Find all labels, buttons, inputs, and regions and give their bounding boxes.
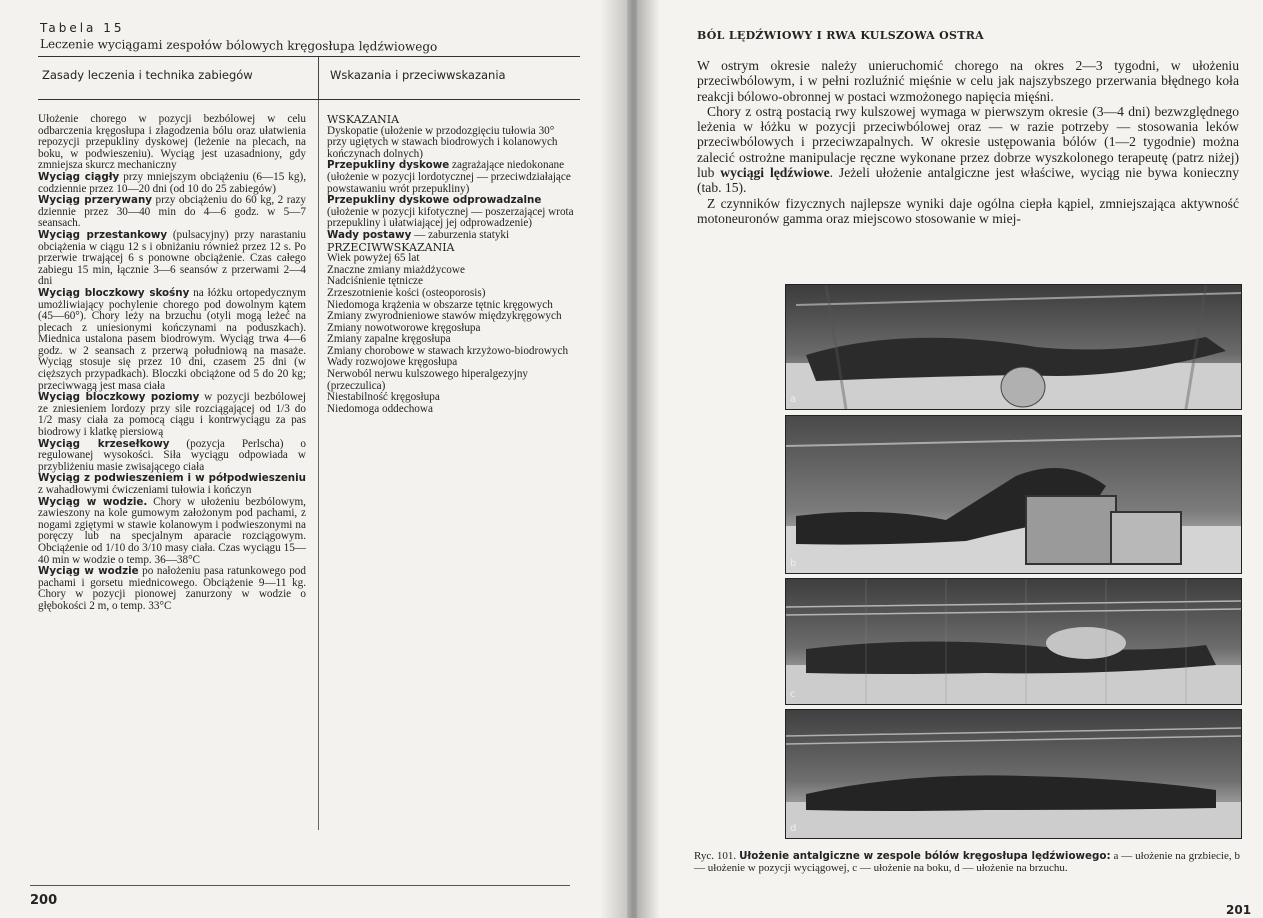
caption-prefix: Ryc. 101.: [694, 850, 740, 862]
technique-item-lead: Wyciąg bloczkowy poziomy: [38, 391, 200, 404]
left-page: [0, 0, 627, 918]
contraindication-item: Nadciśnienie tętnicze: [327, 275, 423, 288]
contraindications-heading: PRZECIWWSKAZANIA: [327, 240, 455, 254]
photo-b: [785, 415, 1242, 574]
technique-item-lead: Wyciąg w wodzie.: [38, 495, 148, 508]
contraindication-item: Zmiany chorobowe w stawach krzyżowo-biodrowych: [327, 344, 569, 357]
indication-item-lead: Przepukliny dyskowe: [327, 159, 450, 172]
contraindication-item: Wiek powyżej 65 lat: [327, 252, 420, 265]
photo-a-label: a: [790, 394, 797, 405]
technique-item-text: z wahadłowymi ćwiczeniami tułowia i kończyn: [38, 484, 252, 496]
technique-item-text: Chory w ułożeniu bezbólowym, zawieszony na kole gumowym założonym pod pachami, z nogami zgiętymi w stawie kolanowym i podwieszonymi na poręczy lub na specjalnym aparacie rozciągowym. Obciążenie od 1/10 do 3/10 masy ciała. Czas wyciągu 15—40 min w wodzie o temp. 36—38°C: [38, 495, 306, 566]
technique-item: [38, 288, 306, 392]
body-text: [697, 58, 1239, 226]
caption-rest: a — ułożenie na grzbiecie, b — ułożenie w pozycji wyciągowej, c — ułożenie na boku, d — ułożenie na brzuchu.: [694, 850, 1241, 874]
indication-item-text: zagrażające niedokonane (ułożenie w pozycji lordotycznej — przeciwdziałające powstawaniu wrót przepukliny): [327, 159, 571, 195]
indication-item: [327, 230, 575, 242]
indications-list: [327, 126, 575, 242]
photo-d-image: [786, 710, 1241, 838]
technique-item: [38, 195, 306, 230]
photo-d-label: d: [790, 823, 797, 834]
contraindication-item: Zmiany zapalne kręgosłupa: [327, 333, 451, 346]
paragraph-2-bold: wyciągi lędźwiowe: [720, 165, 830, 181]
contraindications-list: [327, 253, 575, 415]
indication-item: [327, 126, 575, 161]
footer-rule: [30, 885, 570, 886]
technique-item-text: po nałożeniu pasa ratunkowego pod pachami i gorsetu miednicowego. Obciążenie 9—11 kg. Chory w pozycji pionowej zanurzony w wodzie o głębokości 2 m, o temp. 33°C: [38, 565, 306, 612]
technique-item: [38, 566, 306, 612]
table-title: Leczenie wyciągami zespołów bólowych kręgosłupa lędźwiowego: [39, 37, 438, 54]
right-page: [637, 0, 1263, 918]
contraindication-item: Nerwoból nerwu kulszowego hiperalgezyjny (przeczulica): [327, 368, 529, 392]
indication-item-text: (ułożenie w pozycji kifotycznej — poszerzającej wrota przepukliny i ułatwiającej jej odprowadzenie): [327, 205, 574, 230]
indication-item-text: — zaburzenia statyki: [411, 228, 510, 241]
contraindication-item: Niedomoga oddechowa: [327, 402, 433, 415]
indication-item: [327, 195, 575, 230]
technique-item-text: Ułożenie chorego w pozycji bezbólowej w celu odbarczenia kręgosłupa i złagodzenia bólu oraz ułatwienia repozycji przepukliny dyskowej (leżenie na plecach, na boku, w podwieszeniu). Wyciąg jest uzasadniony, gdy zmniejsza skurcz mechaniczny: [38, 113, 306, 172]
indications-column: [327, 114, 575, 415]
paragraph-2-text: Chory z ostrą postacią rwy kulszowej wymaga w pierwszym okresie (3—4 dni) bezwzględnego leżenia w łóżku w pozycji przeciwbólowej oraz — w razie potrzeby — stosowania leków przeciwbólowych i przeciwzapalnych. W okresie ustępowania bólów (1—2 tygodnie) można zalecić ostrożne manipulacje ręczne wykonane przez dobrze wyszkolonego terapeutę (patrz niżej) lub: [697, 103, 1239, 181]
contraindication-item: Niedomoga krążenia w obszarze tętnic kręgowych: [327, 298, 553, 311]
technique-item-lead: Wyciąg bloczkowy skośny: [38, 286, 190, 299]
figure-caption: [694, 851, 1240, 874]
technique-item-text: przy mniejszym obciążeniu (6—15 kg), codziennie przez 10—20 dni (od 10 do 25 zabiegów): [38, 170, 306, 195]
indication-item-text: Dyskopatie (ułożenie w przodozgięciu tułowia 30° przy ugiętych w stawach biodrowych i kolanowych kończynach dolnych): [327, 124, 558, 160]
book-gutter: [600, 0, 660, 918]
indication-item-lead: Wady postawy: [327, 228, 412, 241]
technique-item: [38, 230, 306, 288]
technique-item: [38, 172, 306, 195]
technique-item-text: na łóżku ortopedycznym umożliwiający pochylenie chorego pod dowolnym kątem (45—60°). Chory leży na brzuchu (otyli mogą leżeć na plecach z uniesionymi kończynami na poduszkach). Miednica ustalona pasem biodrowym. Wyciąg trwa 4—6 godz. w 2 seansach z przerwą południową na masaże. Wyciąg stosuje się przez 10 dni, czasem 25 dni (w cięższych przypadkach). Bloczki obciążone od 5 do 20 kg; przeciwwagą jest masa ciała: [38, 286, 306, 392]
caption-bold: Ułożenie antalgiczne w zespole bólów kręgosłupa lędźwiowego:: [739, 850, 1111, 862]
header-bottom-rule: [38, 99, 580, 100]
technique-item-lead: Wyciąg krzesełkowy: [38, 437, 170, 450]
technique-item-lead: Wyciąg przestankowy: [38, 228, 168, 241]
techniques-column: [38, 114, 306, 613]
indications-heading: WSKAZANIA: [327, 113, 400, 126]
technique-item-text: w pozycji bezbólowej ze zniesieniem lordozy przy sile rozciągającej od 1/3 do 1/2 masy ciała za pomocą ciągu i kontrwyciągu za pas biodrowy i klatkę piersiową: [38, 391, 307, 439]
photo-b-label: b: [790, 558, 797, 569]
technique-item-lead: Wyciąg z podwieszeniem i w półpodwieszeniu: [38, 472, 306, 485]
paragraph-1: W ostrym okresie należy unieruchomić chorego na okres 2—3 tygodni, w ułożeniu przeciwbólowym, i w pełni rozluźnić mięśnie w celu jak najszybszego przerwania błędnego koła reakcji bólowo-obronnej w postaci wzmożonego napięcia mięśni.: [697, 58, 1239, 104]
photo-d: [785, 709, 1242, 839]
photo-a-image: [786, 285, 1241, 409]
technique-item-lead: Wyciąg przerywany: [38, 194, 153, 207]
table-top-rule: [38, 56, 580, 57]
contraindication-item: Niestabilność kręgosłupa: [327, 391, 440, 404]
contraindication-item: Zmiany zwyrodnieniowe stawów międzykręgowych: [327, 310, 562, 323]
section-title: BÓL LĘDŹWIOWY I RWA KULSZOWA OSTRA: [697, 29, 984, 42]
contraindication-item: Zmiany nowotworowe kręgosłupa: [327, 321, 481, 334]
technique-item: [38, 473, 306, 496]
paragraph-2-end: . Jeżeli ułożenie antalgiczne jest właściwe, wyciąg nie bywa konieczny (tab. 15).: [697, 165, 1239, 196]
contraindication-item: Zrzeszotnienie kości (osteoporosis): [327, 286, 486, 299]
technique-item-text: (pulsacyjny) przy narastaniu obciążenia w ciągu 12 s i obniżaniu również przez 12 s. Po przerwie trwającej 6 s ponowne obciążenie. Czas całego zabiegu 15 min, łącznie 3—6 seansów z przerwami 2—4 dni: [38, 228, 306, 288]
contraindication-item: Wady rozwojowe kręgosłupa: [327, 356, 458, 369]
photo-c-label: c: [790, 689, 796, 700]
indication-item: [327, 160, 575, 195]
page-number-right: 201: [1226, 903, 1252, 917]
table-label: Tabela 15: [40, 21, 125, 35]
paragraph-3: Z czynników fizycznych najlepsze wyniki daje ogólna ciepła kąpiel, zmniejszająca aktywność motoneuronów gamma oraz miejscowo stosowanie w miej-: [697, 195, 1239, 226]
indication-item-lead: Przepukliny dyskowe odprowadzalne: [327, 194, 542, 207]
technique-item: [38, 114, 306, 172]
page-number-left: 200: [30, 893, 58, 908]
contraindication-item: Znaczne zmiany miażdżycowe: [327, 263, 465, 276]
technique-item-text: przy obciążeniu do 60 kg, 2 razy dziennie przez 30—40 min do 4—6 godz. w 5—7 seansach.: [38, 194, 306, 230]
technique-item-lead: Wyciąg ciągły: [38, 170, 120, 183]
col1-header: Zasady leczenia i technika zabiegów: [42, 68, 253, 82]
technique-item-lead: Wyciąg w wodzie: [38, 565, 139, 578]
photo-a: [785, 284, 1242, 410]
paragraph-2: [697, 104, 1239, 196]
technique-item: [38, 497, 306, 567]
header-divider: [318, 57, 319, 99]
photo-c: [785, 578, 1242, 705]
photo-b-image: [786, 416, 1241, 573]
photo-c-image: [786, 579, 1241, 704]
col2-header: Wskazania i przeciwwskazania: [330, 68, 506, 82]
technique-item: [38, 439, 306, 474]
column-divider: [318, 100, 319, 830]
technique-item-text: (pozycja Perlscha) o regulowanej wysokości. Siła wyciągu odpowiada w przybliżeniu masie zwisającego ciała: [38, 437, 306, 473]
technique-item: [38, 392, 306, 438]
